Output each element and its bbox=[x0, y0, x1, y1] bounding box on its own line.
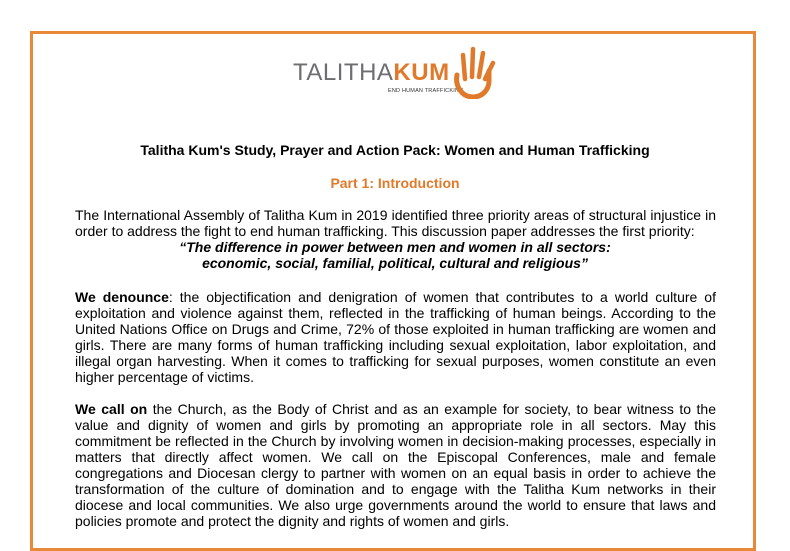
callon-line: policies promote and protect the dignity and rights of women and girls. bbox=[75, 513, 510, 529]
denounce-line: exploitation and violence against them, reflected in the trafficking of human beings. According to the bbox=[75, 305, 716, 321]
intro-line: order to address the fight to end human trafficking. This discussion paper addresses the first priority: bbox=[75, 223, 695, 239]
denounce-line: We denounce: the objectification and denigration of women that contributes to a world culture of bbox=[75, 289, 716, 305]
part-heading: Part 1: Introduction bbox=[330, 175, 460, 191]
priority-quote-line: “The difference in power between men and women in all sectors: bbox=[179, 239, 611, 255]
logo-word-talitha: TALITHA bbox=[293, 59, 394, 86]
denounce-lead: We denounce bbox=[75, 289, 169, 305]
logo-word-kum: KUM bbox=[393, 59, 450, 86]
callon-line: commitment be reflected in the Church by involving women in decision-making processes, especially in bbox=[75, 433, 716, 449]
document-title: Talitha Kum's Study, Prayer and Action Pack: Women and Human Trafficking bbox=[140, 142, 650, 158]
callon-line: matters that directly affect women. We call on the Episcopal Conferences, male and female bbox=[75, 449, 716, 465]
intro-paragraph bbox=[75, 207, 716, 239]
hand-icon bbox=[451, 45, 497, 99]
priority-quote-line: economic, social, familial, political, cultural and religious” bbox=[202, 255, 588, 271]
denounce-line: higher percentage of victims. bbox=[75, 369, 254, 385]
talitha-kum-logo bbox=[293, 43, 503, 101]
denounce-line: illegal organ harvesting. When it comes to trafficking for sexual purposes, women constitute an even bbox=[75, 353, 716, 369]
denounce-line: girls. There are many forms of human trafficking including sexual exploitation, labor exploitation, and bbox=[75, 337, 716, 353]
callon-line: congregations and Diocesan clergy to partner with women on an equal basis in order to achieve the bbox=[75, 465, 716, 481]
callon-paragraph bbox=[75, 401, 716, 529]
callon-lead: We call on bbox=[75, 401, 148, 417]
denounce-line: United Nations Office on Drugs and Crime, 72% of those exploited in human trafficking are women and bbox=[75, 321, 716, 337]
logo-wordmark bbox=[293, 61, 450, 85]
callon-line: We call on the Church, as the Body of Christ and as an example for society, to bear witness to the bbox=[75, 401, 716, 417]
denounce-paragraph bbox=[75, 289, 716, 385]
callon-line: transformation of the culture of domination and to engage with the Talitha Kum networks in their bbox=[75, 481, 716, 497]
callon-line: diocese and local communities. We also urge governments around the world to ensure that laws and bbox=[75, 497, 716, 513]
intro-line: The International Assembly of Talitha Kum in 2019 identified three priority areas of structural injustice in bbox=[75, 207, 716, 223]
logo-tagline: END HUMAN TRAFFICKING bbox=[388, 88, 464, 94]
callon-line: value and dignity of women and girls by promoting an appropriate role in all sectors. May this bbox=[75, 417, 716, 433]
